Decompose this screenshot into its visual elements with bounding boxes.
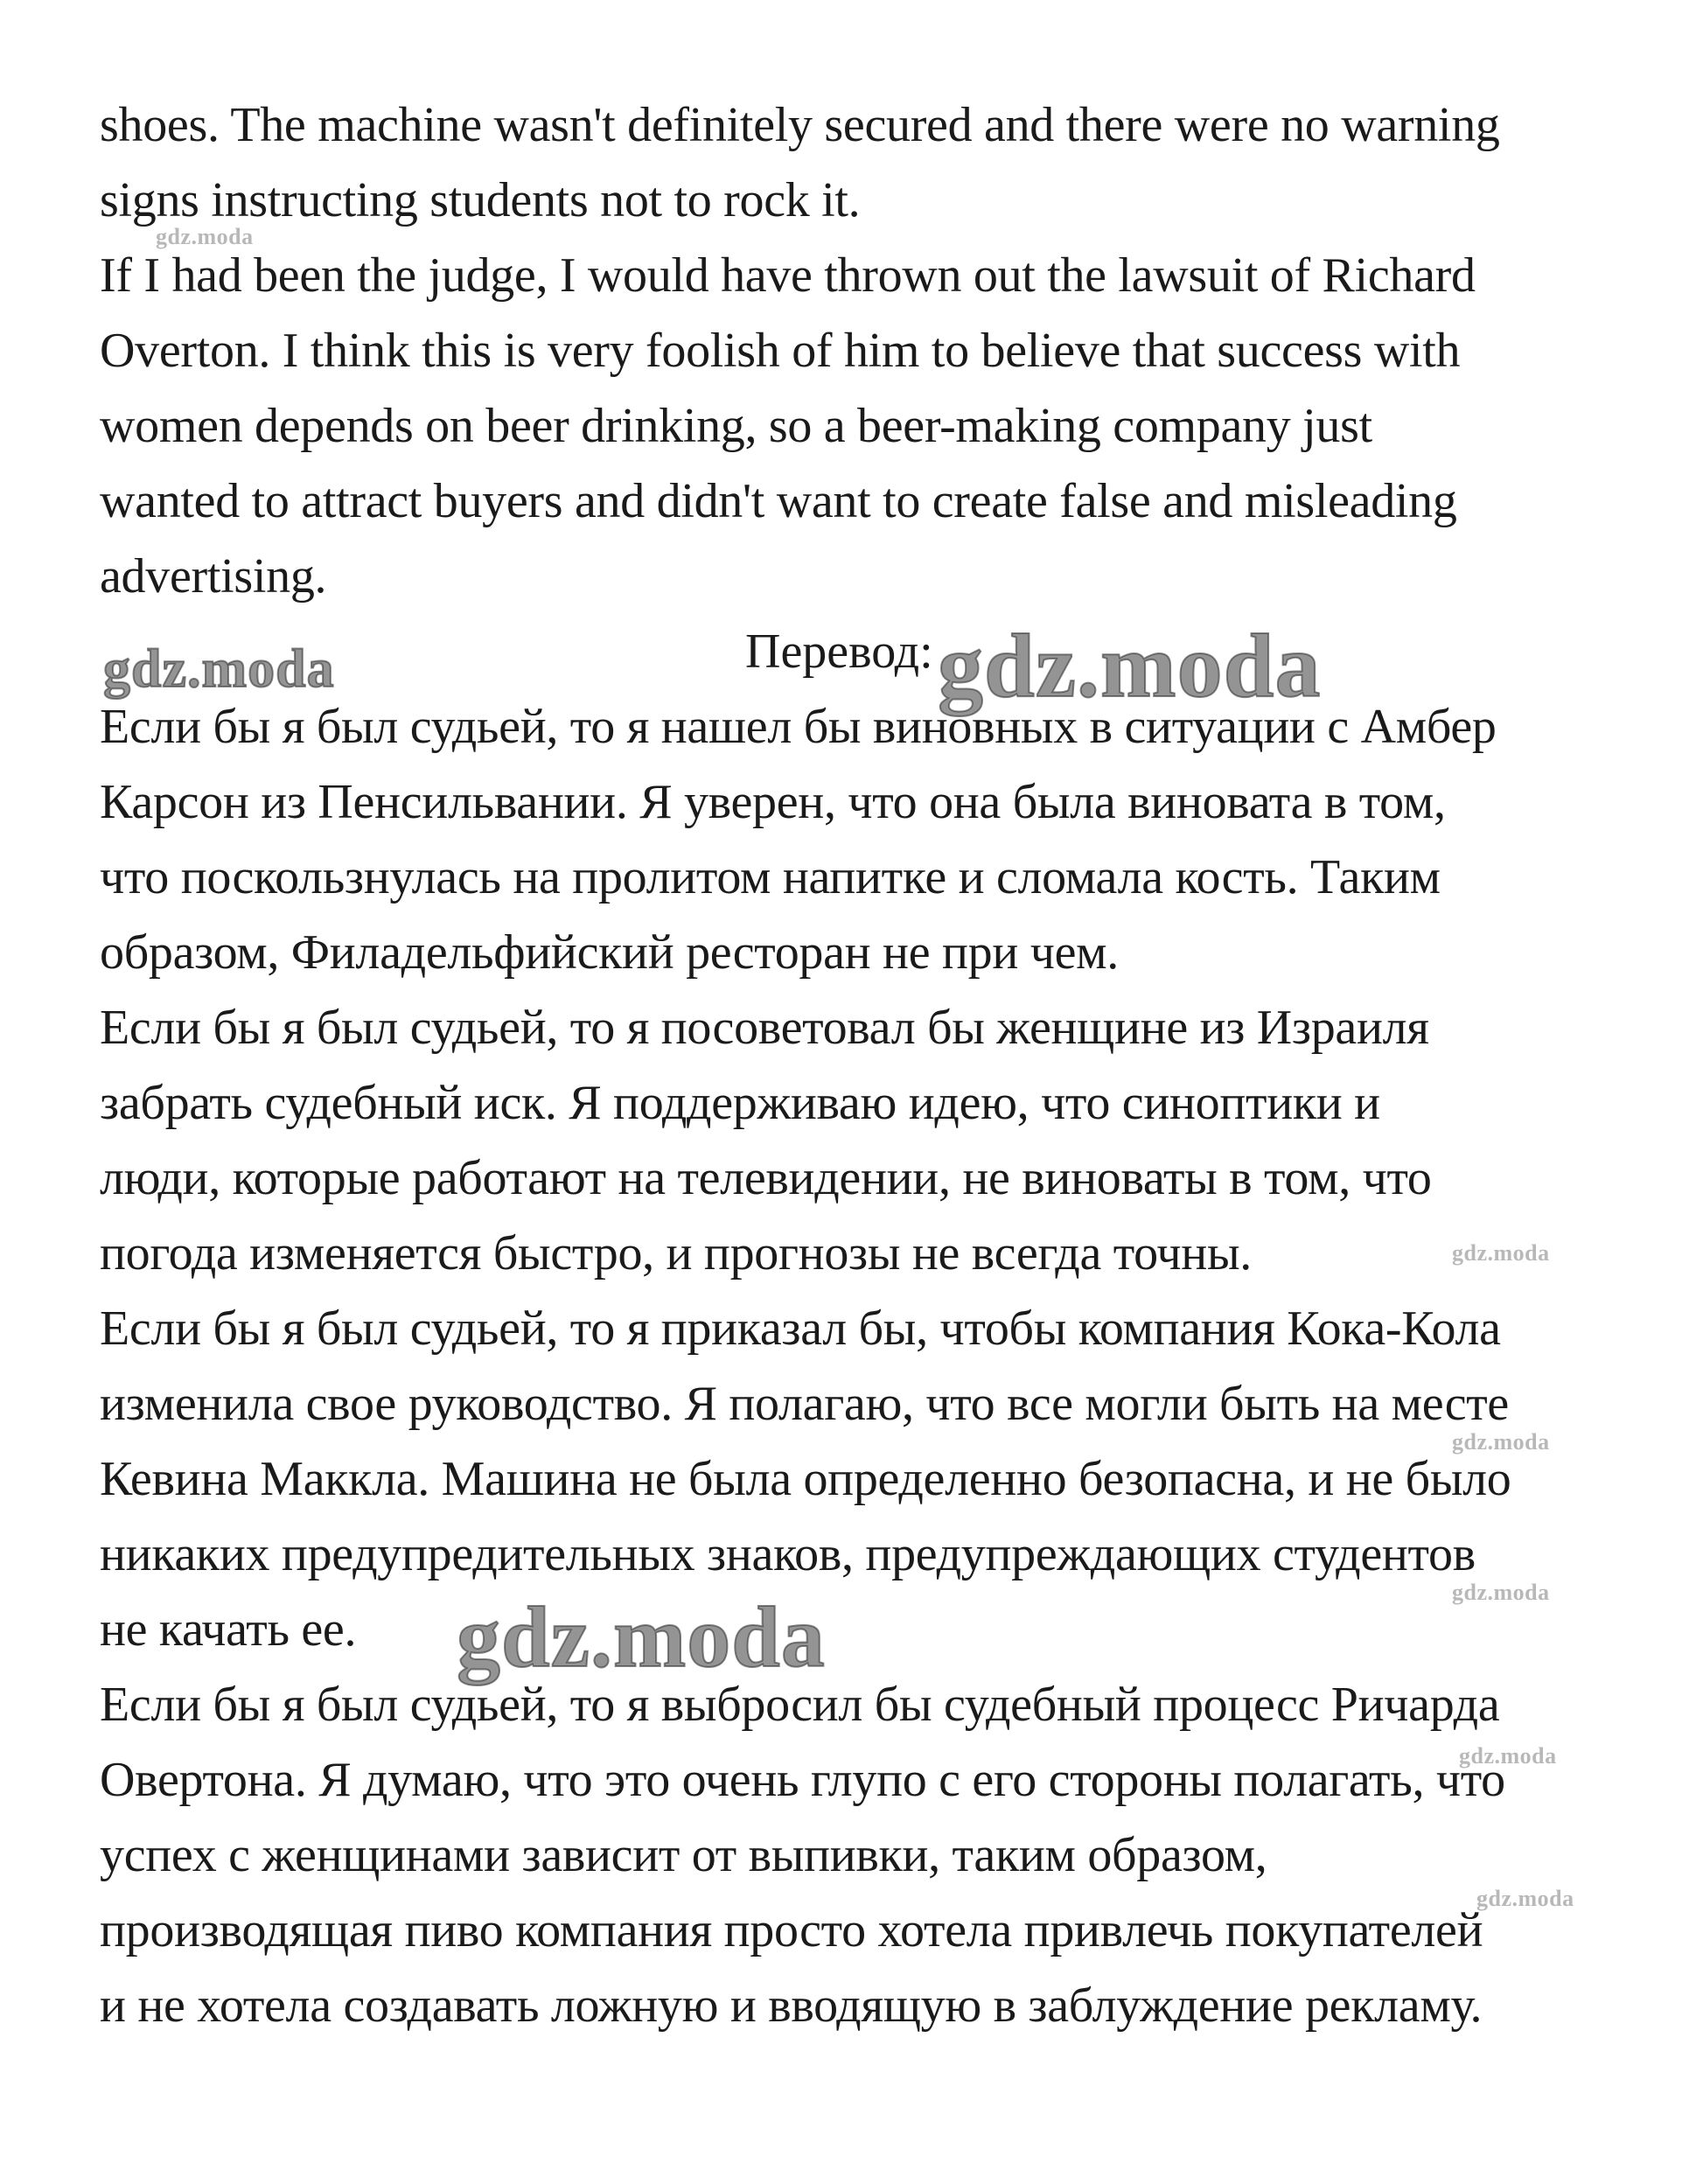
translation-line: образом, Филадельфийский ресторан не при чем. xyxy=(100,925,1119,980)
english-line: wanted to attract buyers and didn't want to create false and misleading xyxy=(100,474,1457,528)
watermark: gdz.moda xyxy=(1459,1743,1557,1769)
english-line: If I had been the judge, I would have thrown out the lawsuit of Richard xyxy=(100,248,1476,303)
watermark: gdz.moda xyxy=(457,1588,826,1685)
english-line: shoes. The machine wasn't definitely secured and there were no warning xyxy=(100,98,1500,152)
translation-line: Карсон из Пенсильвании. Я уверен, что она была виновата в том, xyxy=(100,775,1446,829)
watermark: gdz.moda xyxy=(1452,1240,1550,1266)
translation-line: и не хотела создавать ложную и вводящую в заблуждение рекламу. xyxy=(100,1978,1483,2033)
translation-line: погода изменяется быстро, и прогнозы не всегда точны. xyxy=(100,1226,1252,1280)
translation-line: Если бы я был судьей, то я выбросил бы судебный процесс Ричарда xyxy=(100,1678,1500,1732)
translation-line: не качать ее. xyxy=(100,1602,357,1657)
watermark: gdz.moda xyxy=(103,639,335,699)
translation-line: Овертона. Я думаю, что это очень глупо с его стороны полагать, что xyxy=(100,1753,1505,1807)
english-line: advertising. xyxy=(100,549,327,604)
watermark: gdz.moda xyxy=(1476,1886,1574,1911)
translation-line: Если бы я был судьей, то я посоветовал бы женщине из Израиля xyxy=(100,1001,1429,1055)
watermark: gdz.moda xyxy=(156,224,254,249)
watermark: gdz.moda xyxy=(1452,1429,1550,1455)
translation-line: никаких предупредительных знаков, предупреждающих студентов xyxy=(100,1527,1476,1581)
translation-line: Кевина Маккла. Машина не была определенно безопасна, и не было xyxy=(100,1452,1511,1506)
translation-line: Если бы я был судьей, то я приказал бы, чтобы компания Кока-Кола xyxy=(100,1301,1501,1356)
watermark: gdz.moda xyxy=(938,616,1322,716)
english-line: Overton. I think this is very foolish of him to believe that success with xyxy=(100,324,1461,378)
translation-line: Если бы я был судьей, то я нашел бы виновных в ситуации с Амбер xyxy=(100,700,1497,754)
translation-line: забрать судебный иск. Я поддерживаю идею, что синоптики и xyxy=(100,1076,1380,1130)
translation-heading: Перевод: xyxy=(745,624,933,679)
translation-line: люди, которые работают на телевидении, не виноваты в том, что xyxy=(100,1151,1432,1205)
english-line: women depends on beer drinking, so a beer-making company just xyxy=(100,399,1372,453)
watermark: gdz.moda xyxy=(1452,1580,1550,1605)
translation-line: что поскользнулась на пролитом напитке и сломала кость. Таким xyxy=(100,850,1441,904)
translation-line: успех с женщинами зависит от выпивки, таким образом, xyxy=(100,1828,1267,1882)
translation-line: производящая пиво компания просто хотела привлечь покупателей xyxy=(100,1903,1483,1957)
english-line: signs instructing students not to rock it. xyxy=(100,173,861,227)
translation-line: изменила свое руководство. Я полагаю, что все могли быть на месте xyxy=(100,1377,1509,1431)
